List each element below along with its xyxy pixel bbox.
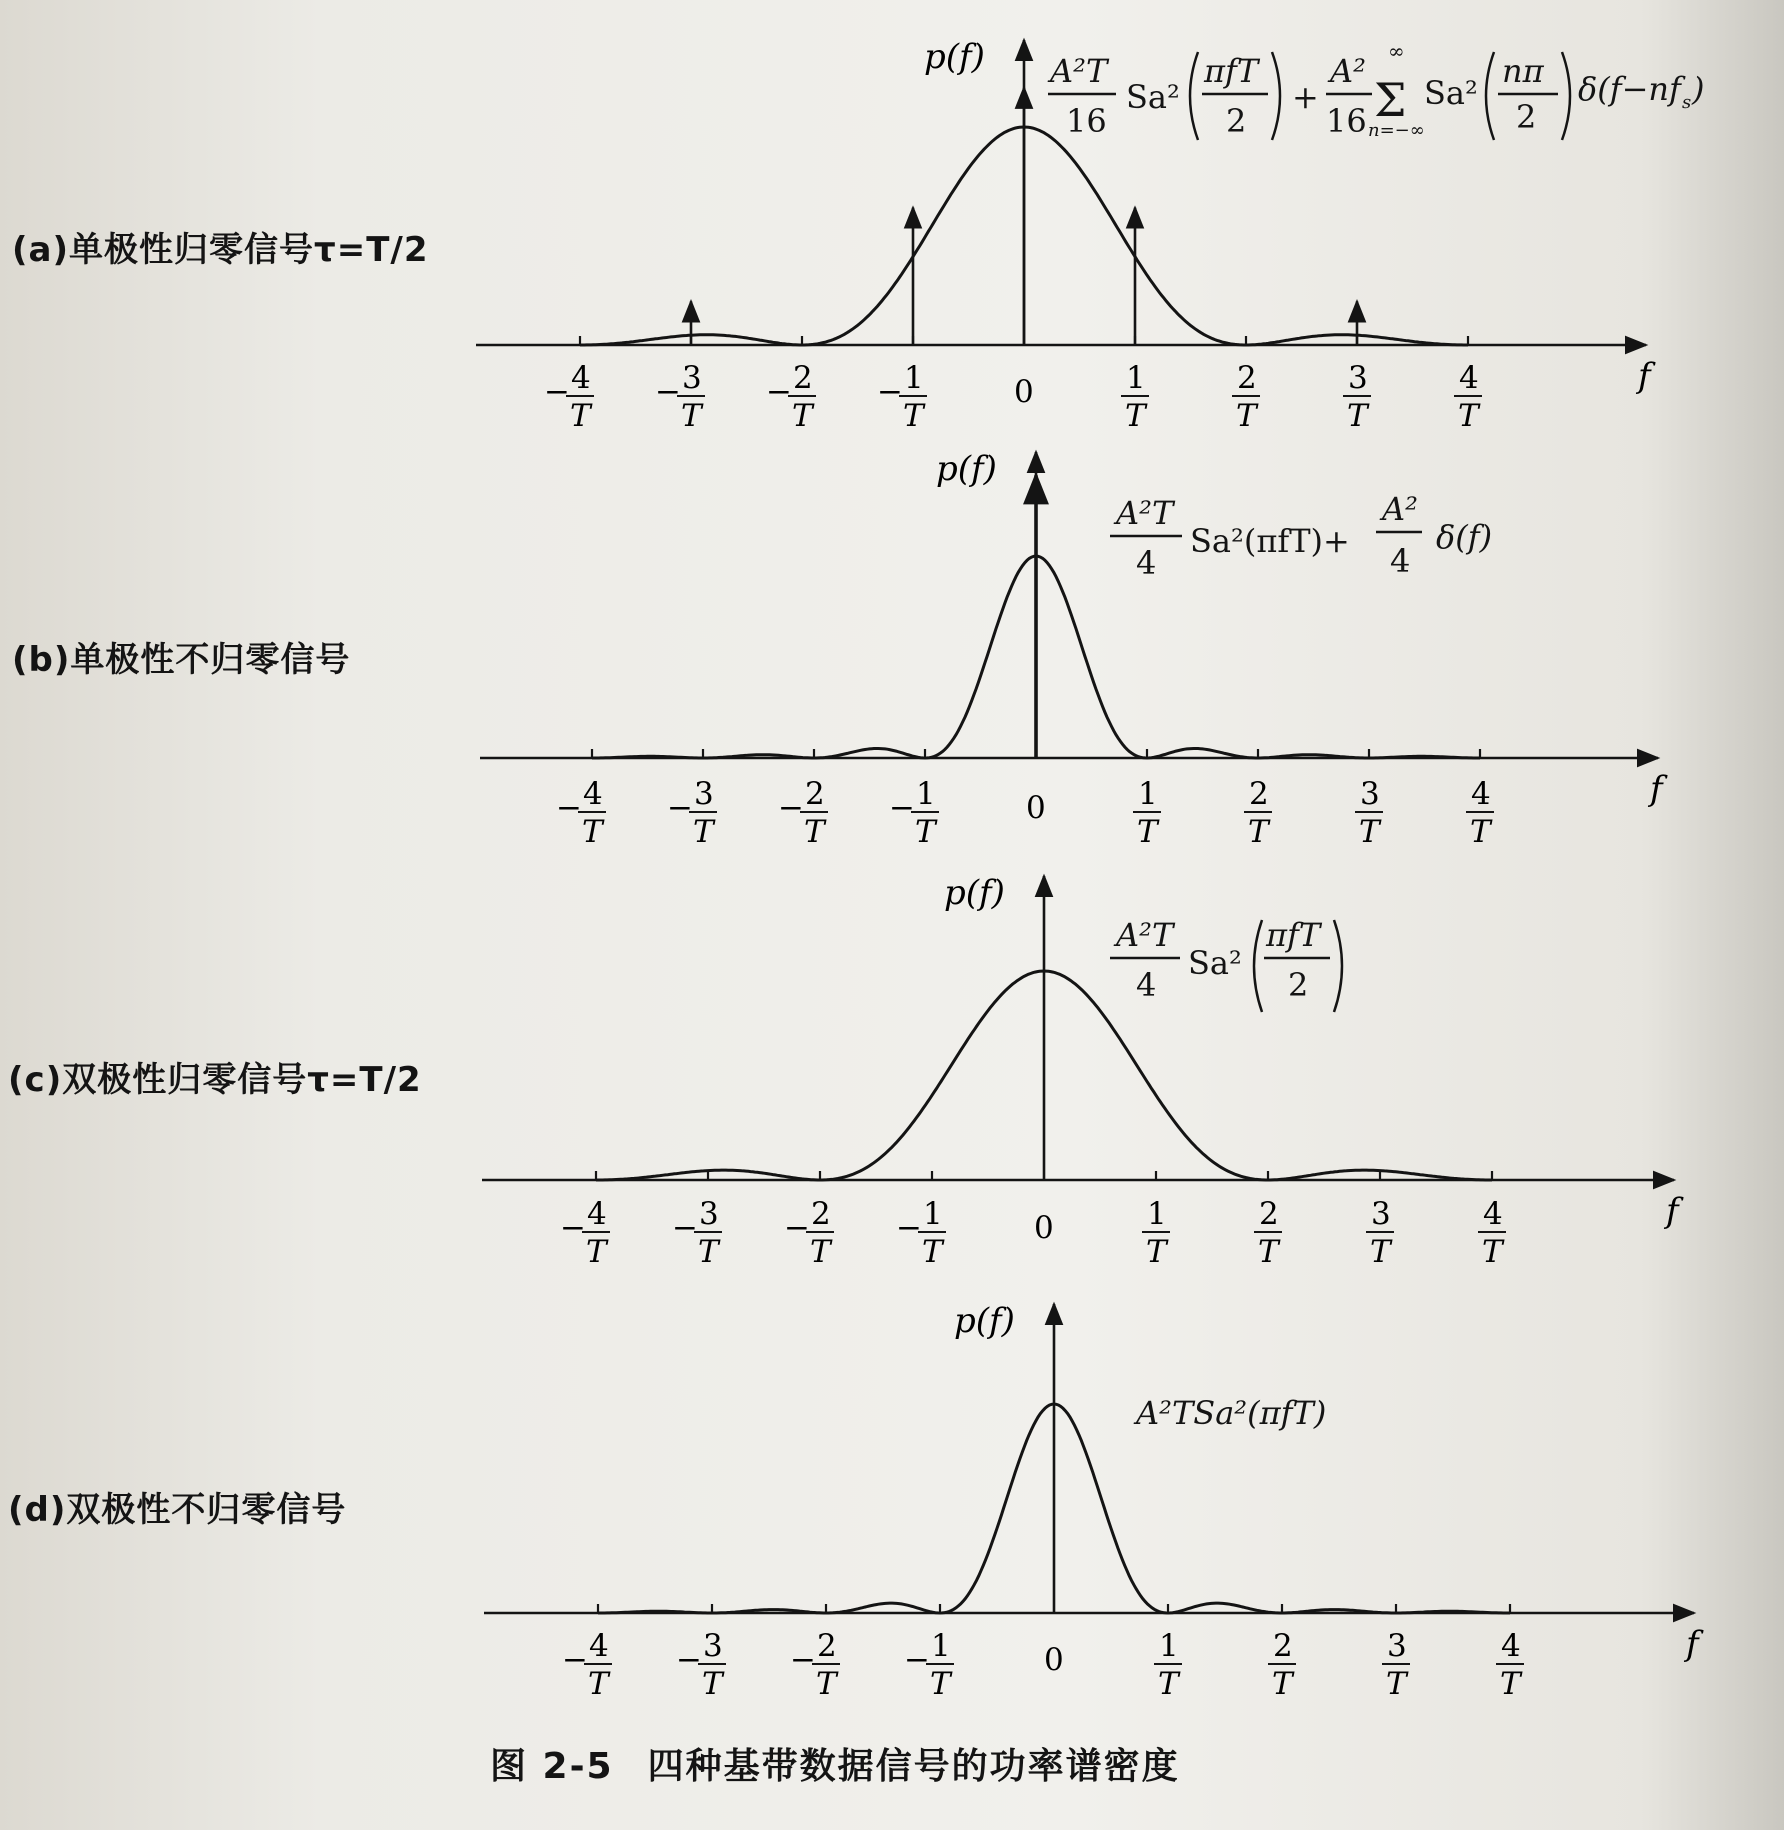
tick-numerator: 2	[811, 1196, 831, 1232]
panel-a-tick-label	[1232, 360, 1260, 434]
tick-numerator: 1	[1138, 776, 1158, 812]
panel-b-tick-label	[1466, 776, 1494, 850]
plot-layer	[476, 37, 1704, 1702]
formula-a-delta-close: )	[1692, 70, 1705, 108]
tick-denominator: T	[1158, 1666, 1179, 1702]
tick-denominator: T	[1458, 398, 1479, 434]
panel-a-tick-label	[1121, 360, 1149, 434]
tick-denominator: T	[1359, 814, 1380, 850]
panel-a-label: (a)单极性归零信号τ=T/2	[12, 230, 429, 270]
formula-b-coef2-num: A²	[1382, 490, 1418, 528]
panel-d-label: (d)双极性不归零信号	[8, 1490, 347, 1530]
tick-minus: −	[672, 1210, 698, 1246]
tick-denominator: T	[681, 398, 702, 434]
panel-c	[482, 873, 1684, 1270]
tick-denominator: T	[1470, 814, 1491, 850]
panel-b-tick-label	[667, 776, 717, 850]
formula-c-arg-num: πfT	[1266, 916, 1321, 954]
tick-denominator: T	[810, 1234, 831, 1270]
formula-a-plus: +	[1292, 78, 1319, 116]
tick-minus: −	[790, 1642, 816, 1678]
panel-b-tick-label	[1355, 776, 1383, 850]
formula-a-arg1-num: πfT	[1204, 52, 1259, 90]
tick-denominator: T	[1258, 1234, 1279, 1270]
panel-c-x-axis-name: f	[1666, 1191, 1679, 1231]
tick-numerator: 1	[931, 1628, 951, 1664]
panel-c-tick-label	[672, 1196, 722, 1270]
tick-denominator: T	[915, 814, 936, 850]
panel-c-tick-label	[1142, 1196, 1170, 1270]
tick-denominator: T	[702, 1666, 723, 1702]
formula-a-sum-bottom: n=−∞	[1368, 120, 1425, 141]
tick-numerator: 3	[682, 360, 702, 396]
panel-b-tick-label	[1244, 776, 1272, 850]
formula-c-sa: Sa²	[1188, 944, 1242, 982]
panel-a-tick-label	[1343, 360, 1371, 434]
tick-numerator: 1	[1126, 360, 1146, 396]
tick-numerator: 3	[1387, 1628, 1407, 1664]
tick-denominator: T	[1482, 1234, 1503, 1270]
tick-denominator: T	[1248, 814, 1269, 850]
panel-b	[480, 449, 1668, 850]
tick-numerator: 1	[904, 360, 924, 396]
tick-denominator: T	[792, 398, 813, 434]
tick-denominator: T	[693, 814, 714, 850]
formula-b-term1: Sa²(πfT)+	[1190, 522, 1350, 560]
tick-minus: −	[667, 790, 693, 826]
formula-a	[1047, 39, 1704, 141]
tick-numerator: 4	[1483, 1196, 1503, 1232]
formula-b	[1110, 490, 1492, 582]
panel-b-tick-label	[889, 776, 939, 850]
panel-b-tick-label	[556, 776, 606, 850]
panel-a-tick-label	[766, 360, 816, 434]
tick-denominator: T	[1370, 1234, 1391, 1270]
tick-numerator: 4	[571, 360, 591, 396]
tick-denominator: T	[1500, 1666, 1521, 1702]
tick-numerator: 3	[1371, 1196, 1391, 1232]
tick-numerator: 4	[587, 1196, 607, 1232]
formula-a-coef2-den: 16	[1326, 102, 1367, 140]
formula-a-delta-sub: s	[1682, 92, 1692, 113]
panel-d-tick-label	[904, 1628, 954, 1702]
panel-b-tick-label	[1133, 776, 1161, 850]
panel-d-tick-label	[1268, 1628, 1296, 1702]
formula-a-sum-top: ∞	[1388, 39, 1405, 63]
tick-denominator: T	[903, 398, 924, 434]
tick-numerator: 4	[589, 1628, 609, 1664]
panel-d-tick-label	[1496, 1628, 1524, 1702]
panel-c-tick-label	[1366, 1196, 1394, 1270]
caption-title: 四种基带数据信号的功率谱密度	[647, 1746, 1180, 1787]
tick-numerator: 3	[703, 1628, 723, 1664]
tick-minus: −	[676, 1642, 702, 1678]
tick-numerator: 3	[699, 1196, 719, 1232]
tick-denominator: T	[582, 814, 603, 850]
formula-c-arg-den: 2	[1288, 966, 1309, 1004]
formula-c-coef1-num: A²T	[1116, 916, 1174, 954]
panel-a-tick-label	[655, 360, 705, 434]
panel-a-tick-zero: 0	[1014, 374, 1034, 410]
panel-c-label: (c)双极性归零信号τ=T/2	[8, 1060, 422, 1100]
panel-d-tick-label	[676, 1628, 726, 1702]
tick-minus: −	[877, 374, 903, 410]
formula-a-coef2-num: A²	[1330, 52, 1366, 90]
tick-numerator: 2	[793, 360, 813, 396]
tick-denominator: T	[1347, 398, 1368, 434]
formula-a-sa: Sa²	[1126, 78, 1180, 116]
panel-a	[476, 37, 1656, 434]
tick-numerator: 1	[923, 1196, 943, 1232]
tick-denominator: T	[1125, 398, 1146, 434]
panel-d-x-axis-name: f	[1686, 1624, 1699, 1664]
panel-a-x-axis-name: f	[1638, 356, 1651, 396]
formula-a-arg2-den: 2	[1516, 98, 1537, 136]
tick-denominator: T	[588, 1666, 609, 1702]
tick-numerator: 4	[1459, 360, 1479, 396]
tick-numerator: 4	[583, 776, 603, 812]
tick-denominator: T	[922, 1234, 943, 1270]
panel-c-tick-label	[1254, 1196, 1282, 1270]
panel-b-y-axis-name: p(f)	[936, 449, 997, 489]
caption-number: 图 2-5	[490, 1746, 614, 1787]
panel-d-tick-zero: 0	[1044, 1642, 1064, 1678]
tick-denominator: T	[930, 1666, 951, 1702]
tick-minus: −	[889, 790, 915, 826]
panel-c-tick-zero: 0	[1034, 1210, 1054, 1246]
tick-minus: −	[896, 1210, 922, 1246]
panel-c-tick-label	[896, 1196, 946, 1270]
formula-a-coef1-den: 16	[1066, 102, 1107, 140]
tick-denominator: T	[1137, 814, 1158, 850]
formula-d	[1133, 1394, 1326, 1432]
formula-d-expr: A²TSa²(πfT)	[1136, 1394, 1327, 1432]
panel-d-tick-label	[790, 1628, 840, 1702]
panel-c-tick-label	[784, 1196, 834, 1270]
tick-numerator: 3	[1348, 360, 1368, 396]
panel-c-tick-label	[560, 1196, 610, 1270]
panel-a-tick-label	[544, 360, 594, 434]
formula-b-delta: δ(f)	[1436, 518, 1493, 556]
formula-a-delta: δ(f−nf	[1578, 70, 1681, 108]
tick-denominator: T	[570, 398, 591, 434]
tick-denominator: T	[586, 1234, 607, 1270]
formula-a-coef1-num: A²T	[1050, 52, 1108, 90]
panel-d	[484, 1301, 1704, 1702]
formula-a-arg2-num: nπ	[1502, 52, 1544, 90]
tick-minus: −	[544, 374, 570, 410]
panel-d-y-axis-name: p(f)	[954, 1301, 1015, 1341]
panel-c-tick-label	[1478, 1196, 1506, 1270]
tick-denominator: T	[698, 1234, 719, 1270]
panel-b-x-axis-name: f	[1650, 769, 1663, 809]
tick-minus: −	[556, 790, 582, 826]
tick-denominator: T	[1272, 1666, 1293, 1702]
panel-b-label: (b)单极性不归零信号	[12, 640, 351, 680]
formula-a-arg1-den: 2	[1226, 102, 1247, 140]
panel-d-tick-label	[1382, 1628, 1410, 1702]
tick-minus: −	[562, 1642, 588, 1678]
tick-numerator: 1	[1159, 1628, 1179, 1664]
tick-minus: −	[560, 1210, 586, 1246]
tick-denominator: T	[816, 1666, 837, 1702]
tick-minus: −	[655, 374, 681, 410]
formula-c-coef1-den: 4	[1136, 966, 1157, 1004]
panel-a-tick-label	[877, 360, 927, 434]
tick-numerator: 4	[1471, 776, 1491, 812]
formula-b-coef1-den: 4	[1136, 544, 1157, 582]
panel-a-tick-label	[1454, 360, 1482, 434]
tick-numerator: 1	[916, 776, 936, 812]
tick-numerator: 3	[1360, 776, 1380, 812]
tick-numerator: 2	[817, 1628, 837, 1664]
formula-c	[1110, 916, 1342, 1012]
panel-b-tick-label	[778, 776, 828, 850]
tick-minus: −	[784, 1210, 810, 1246]
tick-numerator: 3	[694, 776, 714, 812]
formula-b-coef2-den: 4	[1390, 542, 1411, 580]
tick-denominator: T	[1386, 1666, 1407, 1702]
tick-numerator: 1	[1147, 1196, 1167, 1232]
tick-numerator: 2	[1237, 360, 1257, 396]
tick-minus: −	[904, 1642, 930, 1678]
tick-numerator: 2	[1259, 1196, 1279, 1232]
tick-minus: −	[766, 374, 792, 410]
panel-d-tick-label	[562, 1628, 612, 1702]
tick-numerator: 4	[1501, 1628, 1521, 1664]
tick-numerator: 2	[805, 776, 825, 812]
formula-a-sum-sym: Σ	[1374, 73, 1407, 127]
tick-denominator: T	[1236, 398, 1257, 434]
panel-d-tick-label	[1154, 1628, 1182, 1702]
formula-a-sa2: Sa²	[1424, 74, 1478, 112]
panel-c-y-axis-name: p(f)	[944, 873, 1005, 913]
tick-numerator: 2	[1273, 1628, 1293, 1664]
tick-numerator: 2	[1249, 776, 1269, 812]
panel-a-y-axis-name: p(f)	[924, 37, 985, 77]
tick-denominator: T	[804, 814, 825, 850]
tick-denominator: T	[1146, 1234, 1167, 1270]
panel-b-tick-zero: 0	[1026, 790, 1046, 826]
tick-minus: −	[778, 790, 804, 826]
formula-b-coef1-num: A²T	[1116, 494, 1174, 532]
